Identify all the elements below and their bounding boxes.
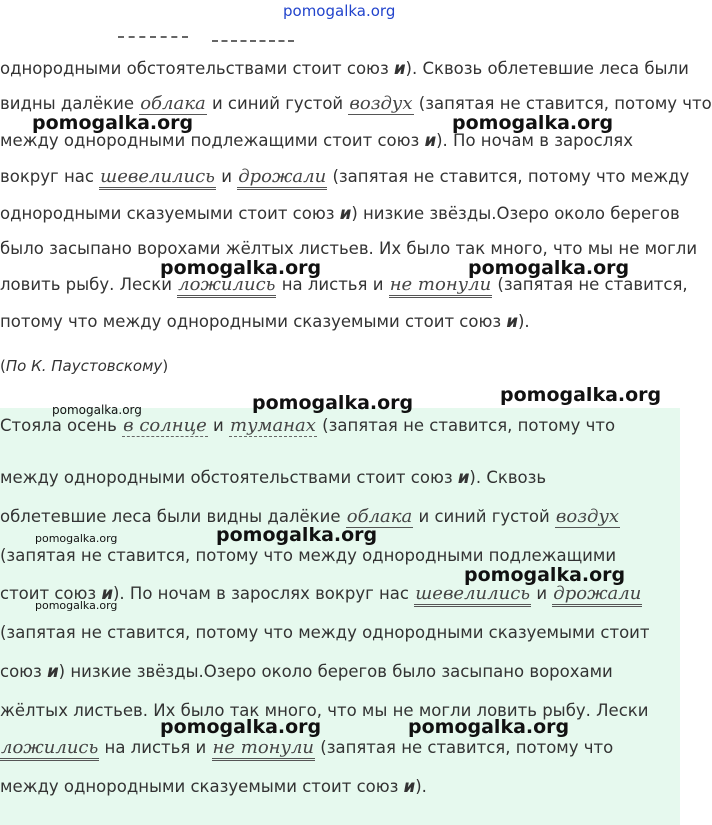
text-line: ловить рыбу. Лески ложились на листья и не тонули (запятая не ставится, <box>0 274 688 296</box>
text-line: стоит союз и). По ночам в зарослях вокруг нас шевелились и дрожали <box>0 583 642 605</box>
watermark: pomogalka.org <box>35 599 118 612</box>
text-line: было засыпано ворохами жёлтых листьев. Их было так много, что мы не могли <box>0 239 698 258</box>
text-line: видны далёкие облака и синий густой воздух (запятая не ставится, потому что <box>0 93 712 114</box>
conjunction: и <box>457 468 470 487</box>
watermark: pomogalka.org <box>500 384 662 406</box>
watermark: pomogalka.org <box>283 2 396 20</box>
watermark: pomogalka.org <box>160 716 322 738</box>
circumstance-word: туманах <box>230 415 316 436</box>
partial-underline <box>118 36 188 38</box>
text-line: вокруг нас шевелились и дрожали (запятая не ставится, потому что между <box>0 166 689 188</box>
text-line: жёлтых листьев. Их было так много, что мы не могли ловить рыбу. Лески <box>0 701 649 720</box>
text-line: облетевшие леса были видны далёкие облака и синий густой воздух <box>0 506 620 527</box>
watermark: pomogalka.org <box>408 716 570 738</box>
text-line: однородными сказуемыми стоит союз и) низкие звёзды.Озеро около берегов <box>0 204 680 223</box>
text-line: между однородными подлежащими стоит союз и). По ночам в зарослях <box>0 131 633 150</box>
watermark: pomogalka.org <box>464 564 626 586</box>
conjunction: и <box>101 584 113 603</box>
author-attribution: (По К. Паустовскому) <box>0 357 169 375</box>
partial-underline <box>212 40 294 42</box>
text-line: Стояла осень в солнце и туманах (запятая не ставится, потому что <box>0 415 616 436</box>
conjunction: и <box>403 777 416 796</box>
watermark: pomogalka.org <box>216 524 378 546</box>
predicate-word: не тонули <box>212 737 316 761</box>
predicate-word: шевелились <box>99 166 216 190</box>
watermark: pomogalka.org <box>52 403 142 417</box>
conjunction: и <box>424 131 437 150</box>
subject-word: воздух <box>349 93 413 114</box>
watermark: pomogalka.org <box>452 112 614 134</box>
subject-word: облака <box>140 93 206 114</box>
text-line: потому что между однородными сказуемыми стоит союз и). <box>0 312 530 331</box>
text-line: (запятая не ставится, потому что между однородными подлежащими <box>0 546 617 565</box>
text-line: однородными обстоятельствами стоит союз и). Сквозь облетевшие леса были <box>0 59 689 78</box>
conjunction: и <box>506 312 518 331</box>
conjunction: и <box>393 59 406 78</box>
text-line: союз и) низкие звёзды.Озеро около берегов было засыпано ворохами <box>0 662 613 681</box>
watermark: pomogalka.org <box>468 257 630 279</box>
text-line: между однородными обстоятельствами стоит союз и). Сквозь <box>0 468 547 487</box>
predicate-word: дрожали <box>552 583 642 607</box>
conjunction: и <box>339 204 352 223</box>
watermark: pomogalka.org <box>32 112 194 134</box>
watermark: pomogalka.org <box>35 532 118 545</box>
predicate-word: не тонули <box>389 274 493 298</box>
predicate-word: ложились <box>177 274 276 298</box>
conjunction: и <box>47 662 59 681</box>
predicate-word: шевелились <box>414 583 531 607</box>
text-line: ложились на листья и не тонули (запятая не ставится, потому что <box>0 737 613 759</box>
text-line: (запятая не ставится, потому что между однородными сказуемыми стоит <box>0 623 650 642</box>
circumstance-word: в солнце <box>123 415 207 436</box>
predicate-word: ложились <box>0 737 99 761</box>
watermark: pomogalka.org <box>252 392 414 414</box>
subject-word: облака <box>346 506 413 527</box>
watermark: pomogalka.org <box>160 257 322 279</box>
text-line: между однородными сказуемыми стоит союз и). <box>0 777 427 796</box>
predicate-word: дрожали <box>237 166 327 190</box>
subject-word: воздух <box>555 506 620 527</box>
